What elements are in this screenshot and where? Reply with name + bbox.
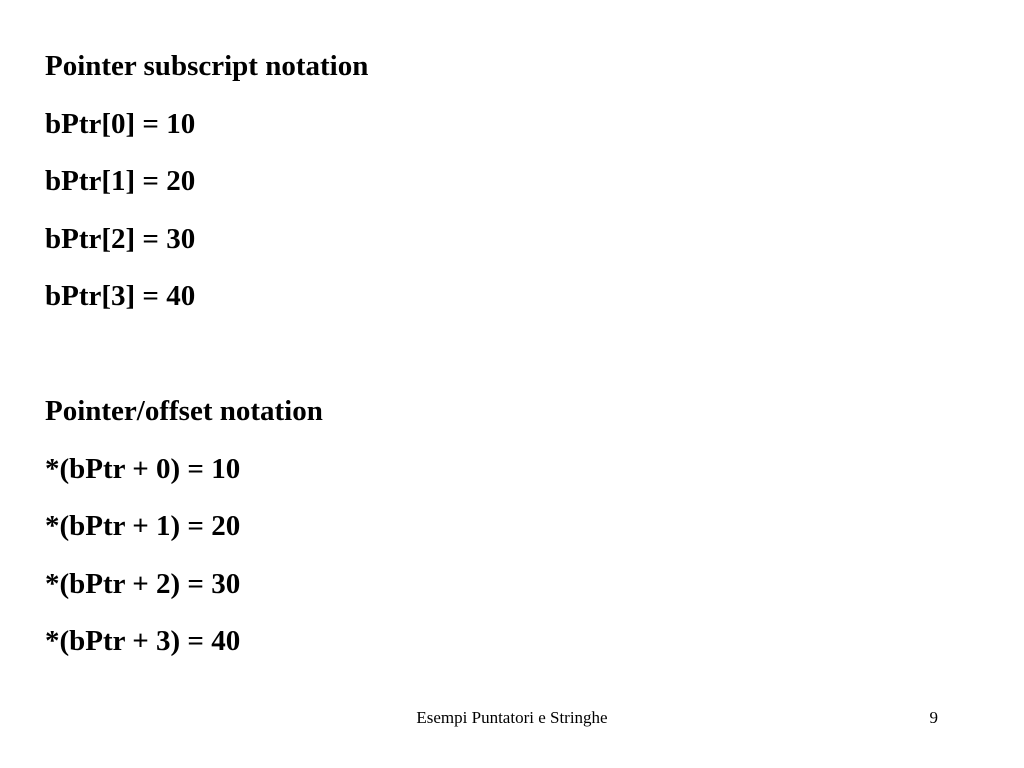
section-heading-subscript: Pointer subscript notation xyxy=(45,50,369,82)
output-line: bPtr[2] = 30 xyxy=(45,222,196,255)
output-line: *(bPtr + 2) = 30 xyxy=(45,567,241,600)
output-line: *(bPtr + 3) = 40 xyxy=(45,625,241,657)
output-line: bPtr[3] = 40 xyxy=(45,280,196,312)
section-heading-offset: Pointer/offset notation xyxy=(45,395,323,427)
footer-title: Esempi Puntatori e Stringhe xyxy=(416,708,608,727)
slide-content xyxy=(45,45,945,678)
output-line: *(bPtr + 0) = 10 xyxy=(45,452,241,485)
page-number: 9 xyxy=(929,708,938,727)
output-line: bPtr[0] = 10 xyxy=(45,107,196,140)
output-line: bPtr[1] = 20 xyxy=(45,165,196,197)
output-line: *(bPtr + 1) = 20 xyxy=(45,510,241,542)
blank-line xyxy=(45,333,945,391)
